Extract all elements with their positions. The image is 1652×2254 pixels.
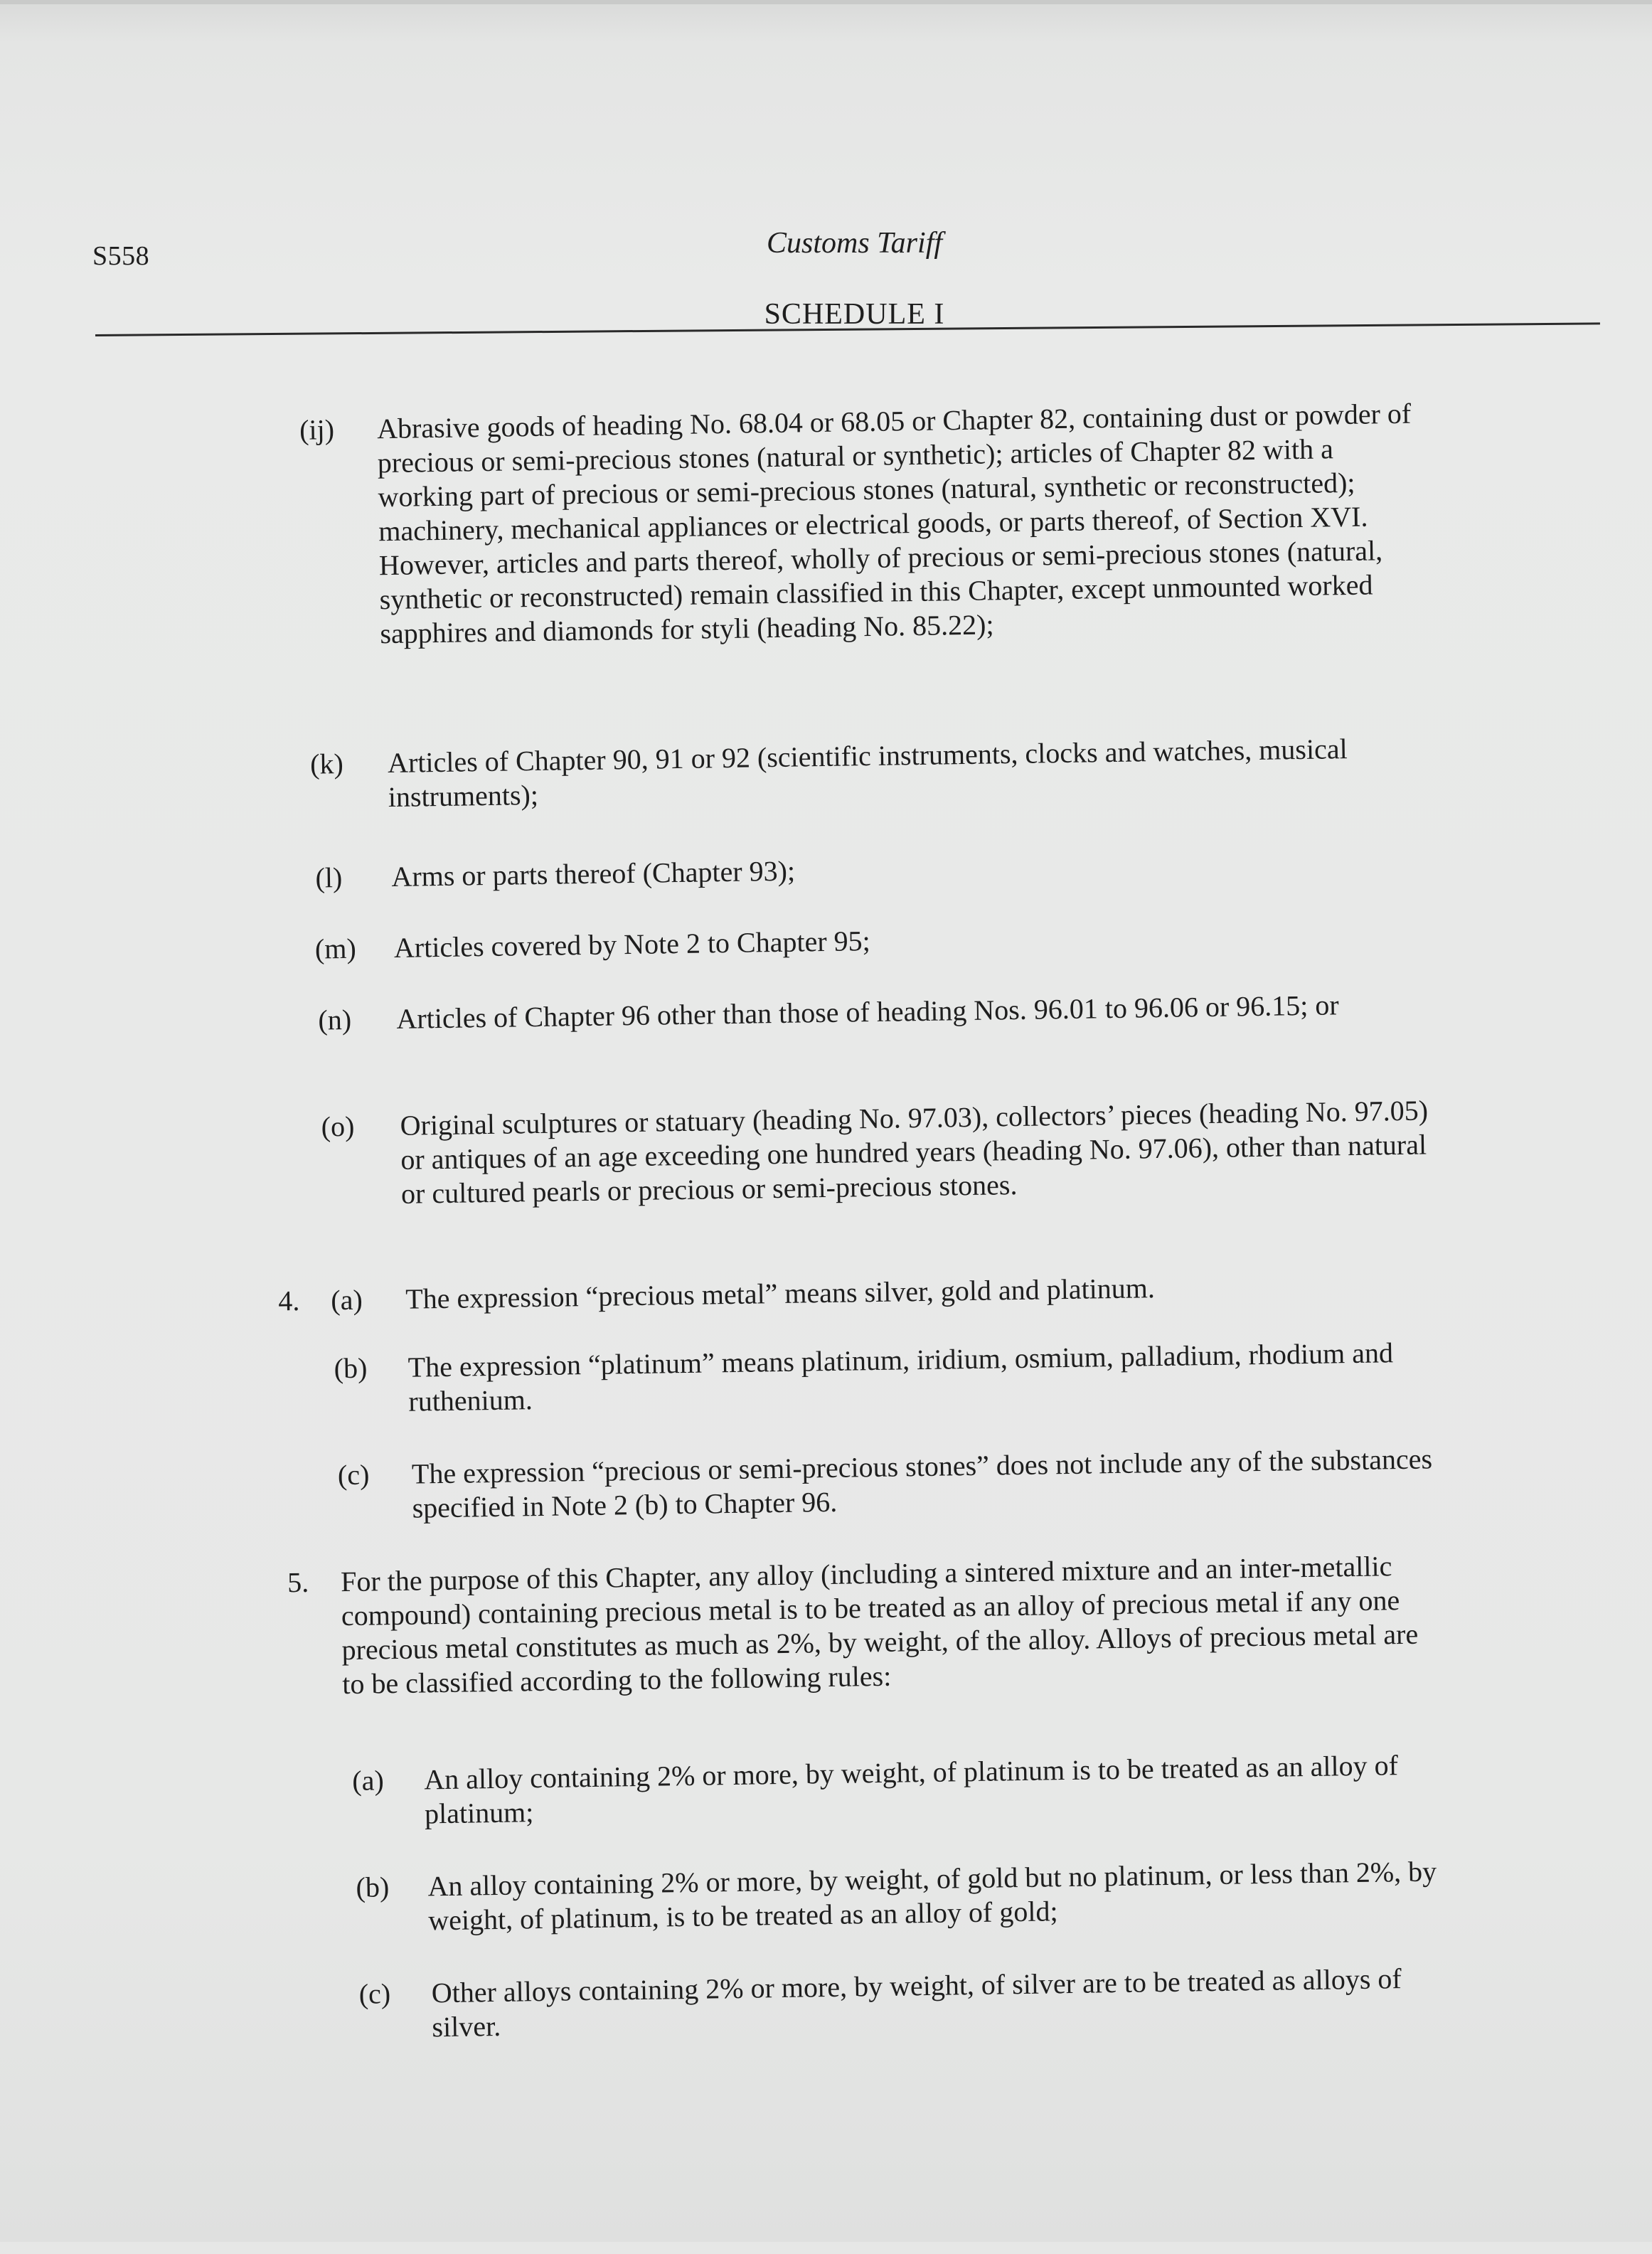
item-marker: (b) [356,1871,390,1903]
item-marker: (c) [358,1977,391,2010]
note-number: 5. [287,1565,309,1599]
item-marker: (n) [318,1003,352,1036]
item-marker: (a) [351,1764,385,1797]
list-item-text: Articles of Chapter 96 other than those of heading Nos. 96.01 to 96.06 or 96.15; or [396,989,1339,1035]
list-item-text: The expression “precious metal” means silver, gold and platinum. [405,1272,1156,1315]
schedule-title: SCHEDULE I [764,298,945,331]
item-marker: (ij) [299,413,335,446]
list-item-text: Other alloys containing 2% or more, by weight, of silver are to be treated as alloys of silver. [431,1962,1402,2043]
list-item-text: Articles covered by Note 2 to Chapter 95; [393,925,871,964]
item-marker: (k) [309,747,344,780]
list-item-text: The expression “precious or semi-precious stones” does not include any of the substances specified in Note 2 (b) to Chapter 96. [411,1442,1433,1524]
list-item-text: Original sculptures or statuary (heading No. 97.03), collectors’ pieces (heading No. 97.05) or antiques of an age exceeding one hundred years (heading No. 97.06), other than natural or cultured pearls or precious or semi-precious stones. [400,1094,1429,1210]
item-marker: (c) [337,1458,370,1492]
page-number: S558 [92,241,150,271]
item-marker: (m) [314,932,357,965]
note-number: 4. [277,1284,300,1317]
list-item-text: Articles of Chapter 90, 91 or 92 (scientific instruments, clocks and watches, musical instruments); [387,733,1348,814]
list-item-text: Abrasive goods of heading No. 68.04 or 68.05 or Chapter 82, containing dust or powder of precious or semi-precious stones (natural or synthetic); articles of Chapter 82 with a working part of precious or semi-precious stones (natural, synthetic or reconstructed); machinery, mechanical appliances or electrical goods, or parts thereof, of Section XVI. However, articles and parts thereof, wholly of precious or semi-precious stones (natural, synthetic or reconstructed) remain classified in this Chapter, except unmounted worked sapphires and diamonds for styli (heading No. 85.22); [376,397,1412,650]
list-item-text: The expression “platinum” means platinum, iridium, osmium, palladium, rhodium and ruthenium. [407,1336,1394,1418]
item-marker: (o) [321,1110,355,1143]
list-item-text: An alloy containing 2% or more, by weight, of platinum is to be treated as an alloy of platinum; [423,1749,1399,1830]
list-item-text: An alloy containing 2% or more, by weight, of gold but no platinum, or less than 2%, by weight, of platinum, is to be treated as an alloy of gold; [427,1855,1437,1937]
running-title: Customs Tariff [766,227,943,260]
item-marker: (a) [330,1283,363,1317]
item-marker: (l) [315,861,343,894]
item-marker: (b) [334,1351,368,1385]
list-item-text: Arms or parts thereof (Chapter 93); [391,854,796,893]
note-text: For the purpose of this Chapter, any alloy (including a sintered mixture and an inter-metallic compound) containing precious metal is to be treated as an alloy of precious metal if any one precious metal constitutes as much as 2%, by weight, of the alloy. Alloys of precious metal are to be classified according to the following rules: [340,1550,1419,1701]
